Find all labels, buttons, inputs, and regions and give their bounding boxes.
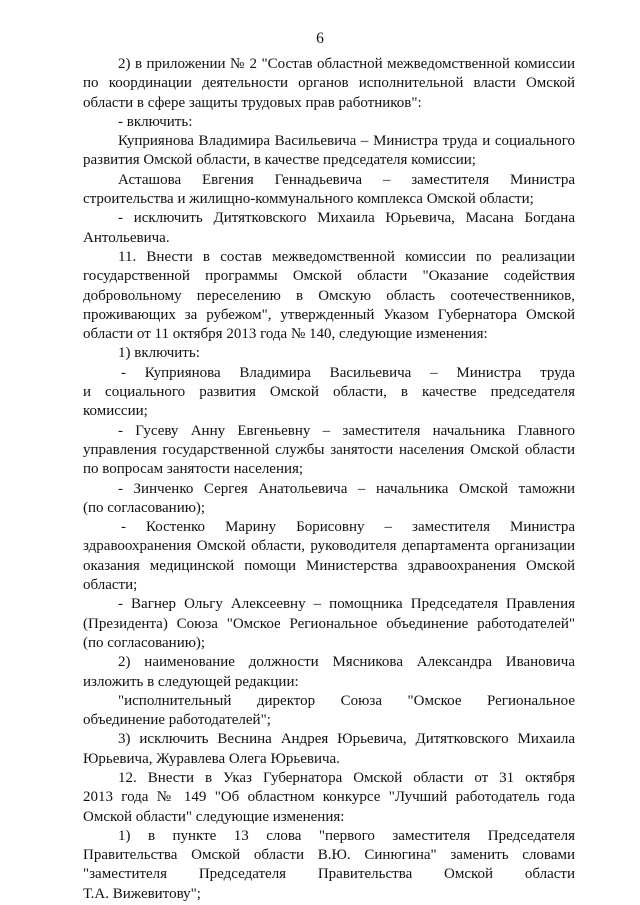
text-line: - исключить Дитятковского Михаила Юрьевича, Масана Богдана [118,210,575,227]
text-line: Правительства Омской области В.Ю. Синюгина" заменить словами [83,847,575,864]
text-line: - Вагнер Ольгу Алексеевну – помощника Председателя Правления [118,596,575,613]
text-line: объединение работодателей"; [83,712,271,729]
document-body [83,55,575,904]
text-line: области от 11 октября 2013 года № 140, следующие изменения: [83,326,488,343]
text-line: государственной программы Омской области "Оказание содействия [83,268,575,285]
text-line: 1) в пункте 13 слова "первого заместителя Председателя [118,827,575,844]
text-line: - Зинченко Сергея Анатольевича – начальника Омской таможни [118,480,575,497]
text-line: строительства и жилищно-коммунального комплекса Омской области; [83,191,534,208]
text-line: - Костенко Марину Борисовну – заместителя Министра [121,519,575,536]
text-line: Куприянова Владимира Васильевича – Министра труда и социального [118,133,575,150]
text-line: 11. Внести в состав межведомственной комиссии по реализации [118,248,575,265]
text-line: 2) наименование должности Мясникова Александра Ивановича [118,654,575,671]
text-line: 1) включить: [118,345,200,362]
text-line: - Куприянова Владимира Васильевича – Министра труда [121,364,575,381]
text-line: "заместителя Председателя Правительства Омской области [83,866,575,883]
text-line: 2) в приложении № 2 "Состав областной межведомственной комиссии [118,56,575,72]
text-line: "исполнительный директор Союза "Омское Региональное [118,692,575,709]
text-line: здравоохранения Омской области, руководителя департамента организации [83,538,575,555]
text-line: по координации деятельности органов исполнительной власти Омской [83,75,575,92]
text-line: изложить в следующей редакции: [83,673,299,690]
text-line: 3) исключить Веснина Андрея Юрьевича, Дитятковского Михаила [118,731,575,748]
text-line: Омской области" следующие изменения: [83,808,345,825]
text-line: Т.А. Вижевитову"; [83,885,201,902]
text-line: и социального развития Омской области, в качестве председателя [83,384,575,401]
text-line: комиссии; [83,403,148,420]
text-line: - включить: [118,113,193,130]
text-line: оказания медицинской помощи Министерства здравоохранения Омской [83,557,575,574]
text-line: области; [83,577,138,594]
text-line: по вопросам занятости населения; [83,461,304,478]
text-line: Юрьевича, Журавлева Олега Юрьевича. [83,750,340,767]
text-line: добровольному переселению в Омскую область соотечественников, [83,287,575,304]
text-line: (по согласованию); [83,634,206,651]
text-line: развития Омской области, в качестве председателя комиссии; [83,152,476,169]
text-line: проживающих за рубежом", утвержденный Указом Губернатора Омской [83,306,575,323]
page-number: 6 [316,30,324,47]
text-line: - Гусеву Анну Евгеньевну – заместителя начальника Главного [118,422,575,439]
text-line: (по согласованию); [83,499,206,516]
text-line: управления государственной службы занятости населения Омской области [83,441,575,458]
text-line: области в сфере защиты трудовых прав работников": [83,94,422,111]
text-line: Асташова Евгения Геннадьевича – заместителя Министра [118,171,575,188]
text-line: 2013 года № 149 "Об областном конкурсе "Лучший работодатель года [83,789,575,806]
text-line: Антольевича. [83,229,170,246]
text-line: (Президента) Союза "Омское Региональное объединение работодателей" [83,615,575,632]
text-line: 12. Внести в Указ Губернатора Омской области от 31 октября [118,769,575,786]
